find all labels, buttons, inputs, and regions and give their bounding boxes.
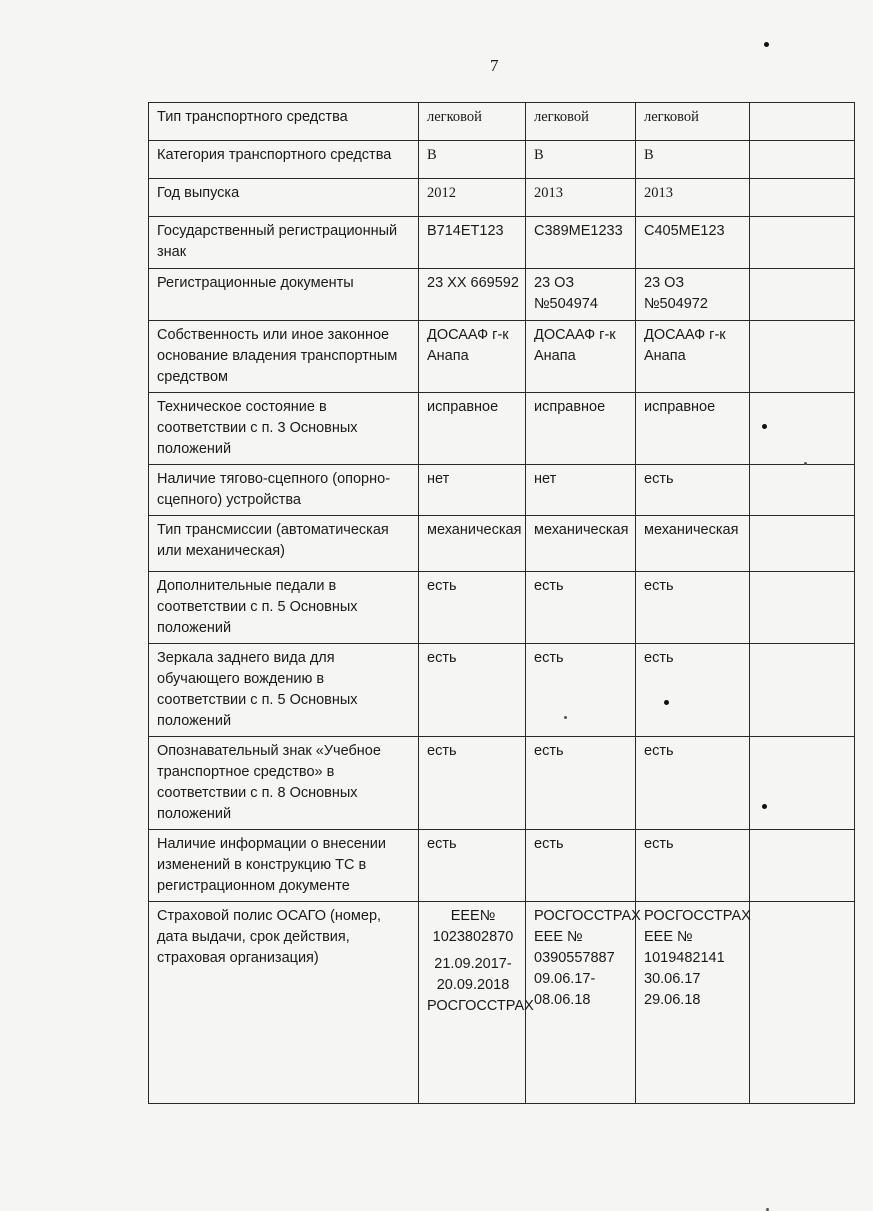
cell-vehicle-1: ДОСААФ г-к Анапа <box>419 321 526 393</box>
insurance-company: РОСГОССТРАХ <box>427 998 534 1014</box>
cell-vehicle-2: С389МЕ1233 <box>526 217 636 269</box>
cell-empty <box>750 465 855 516</box>
cell-vehicle-1: исправное <box>419 393 526 465</box>
table-row <box>149 393 855 465</box>
cell-vehicle-2: есть <box>526 737 636 830</box>
table-row <box>149 465 855 516</box>
cell-vehicle-1: 2012 <box>419 179 526 217</box>
cell-empty <box>750 572 855 644</box>
cell-vehicle-3: 23 ОЗ №504972 <box>636 269 750 321</box>
row-label: Техническое состояние в соответствии с п. 3 Основных положений <box>149 393 419 465</box>
row-label: Категория транспортного средства <box>149 141 419 179</box>
cell-vehicle-2: исправное <box>526 393 636 465</box>
row-label: Год выпуска <box>149 179 419 217</box>
cell-vehicle-2: есть <box>526 572 636 644</box>
insurance-date-from: 21.09.2017- <box>434 956 512 972</box>
scan-speck <box>762 424 767 429</box>
cell-empty <box>750 737 855 830</box>
cell-empty <box>750 830 855 902</box>
table-row <box>149 141 855 179</box>
cell-vehicle-2: легковой <box>526 103 636 141</box>
cell-empty <box>750 217 855 269</box>
table-row <box>149 179 855 217</box>
table-row <box>149 572 855 644</box>
cell-vehicle-2: ДОСААФ г-к Анапа <box>526 321 636 393</box>
cell-vehicle-1: В <box>419 141 526 179</box>
cell-vehicle-3: С405МЕ123 <box>636 217 750 269</box>
insurance-number: ЕЕЕ№ 1023802870 <box>432 908 514 945</box>
cell-vehicle-2: 23 ОЗ №504974 <box>526 269 636 321</box>
cell-vehicle-1: есть <box>419 572 526 644</box>
cell-vehicle-3: есть <box>636 465 750 516</box>
row-label: Тип трансмиссии (автоматическая или механическая) <box>149 516 419 572</box>
table-row <box>149 217 855 269</box>
cell-vehicle-1: есть <box>419 830 526 902</box>
insurance-label: Страховой полис ОСАГО (номер, дата выдачи, срок действия, страховая организация) <box>149 902 419 1104</box>
scan-speck <box>664 700 669 705</box>
row-label: Зеркала заднего вида для обучающего вождению в соответствии с п. 5 Основных положений <box>149 644 419 737</box>
cell-vehicle-2: 2013 <box>526 179 636 217</box>
cell-vehicle-1: 23 XX 669592 <box>419 269 526 321</box>
cell-vehicle-2: механическая <box>526 516 636 572</box>
scan-speck <box>762 804 767 809</box>
cell-vehicle-1: В714ЕТ123 <box>419 217 526 269</box>
cell-vehicle-1: механическая <box>419 516 526 572</box>
cell-empty <box>750 269 855 321</box>
cell-empty <box>750 644 855 737</box>
cell-vehicle-3: есть <box>636 830 750 902</box>
scan-speck <box>804 462 807 465</box>
table-row-insurance <box>149 902 855 1104</box>
cell-vehicle-3: есть <box>636 737 750 830</box>
insurance-vehicle-2: РОСГОССТРАХ ЕЕЕ № 0390557887 09.06.17- 08.06.18 <box>526 902 636 1104</box>
cell-vehicle-2: нет <box>526 465 636 516</box>
table-row <box>149 269 855 321</box>
row-label: Наличие информации о внесении изменений в конструкцию ТС в регистрационном документе <box>149 830 419 902</box>
table-row <box>149 830 855 902</box>
cell-empty <box>750 103 855 141</box>
cell-vehicle-3: 2013 <box>636 179 750 217</box>
insurance-vehicle-3: РОСГОССТРАХ ЕЕЕ № 1019482141 30.06.17 29.06.18 <box>636 902 750 1104</box>
cell-vehicle-3: исправное <box>636 393 750 465</box>
cell-vehicle-2: есть <box>526 644 636 737</box>
cell-vehicle-2: есть <box>526 830 636 902</box>
table-row <box>149 644 855 737</box>
cell-vehicle-1: есть <box>419 737 526 830</box>
row-label: Государственный регистрационный знак <box>149 217 419 269</box>
vehicle-table <box>148 102 855 1104</box>
cell-vehicle-3: В <box>636 141 750 179</box>
row-label: Опознавательный знак «Учебное транспортное средство» в соответствии с п. 8 Основных положений <box>149 737 419 830</box>
scan-speck <box>564 716 567 719</box>
insurance-stamp <box>419 902 534 1104</box>
row-label: Наличие тягово-сцепного (опорно-сцепного) устройства <box>149 465 419 516</box>
cell-empty <box>750 321 855 393</box>
row-label: Регистрационные документы <box>149 269 419 321</box>
cell-vehicle-3: легковой <box>636 103 750 141</box>
cell-vehicle-3: механическая <box>636 516 750 572</box>
table-row <box>149 321 855 393</box>
row-label: Собственность или иное законное основание владения транспортным средством <box>149 321 419 393</box>
cell-vehicle-3: есть <box>636 572 750 644</box>
cell-empty <box>750 141 855 179</box>
cell-vehicle-3: ДОСААФ г-к Анапа <box>636 321 750 393</box>
page-number: 7 <box>490 56 499 75</box>
table-row <box>149 103 855 141</box>
table-row <box>149 516 855 572</box>
cell-empty <box>750 902 855 1104</box>
cell-vehicle-1: есть <box>419 644 526 737</box>
cell-vehicle-2: В <box>526 141 636 179</box>
cell-vehicle-1: нет <box>419 465 526 516</box>
cell-vehicle-3: есть <box>636 644 750 737</box>
row-label: Дополнительные педали в соответствии с п. 5 Основных положений <box>149 572 419 644</box>
cell-empty <box>750 516 855 572</box>
table-row <box>149 737 855 830</box>
cell-empty <box>750 179 855 217</box>
cell-vehicle-1: легковой <box>419 103 526 141</box>
row-label: Тип транспортного средства <box>149 103 419 141</box>
scan-speck <box>764 42 769 47</box>
insurance-date-to: 20.09.2018 <box>436 977 510 993</box>
